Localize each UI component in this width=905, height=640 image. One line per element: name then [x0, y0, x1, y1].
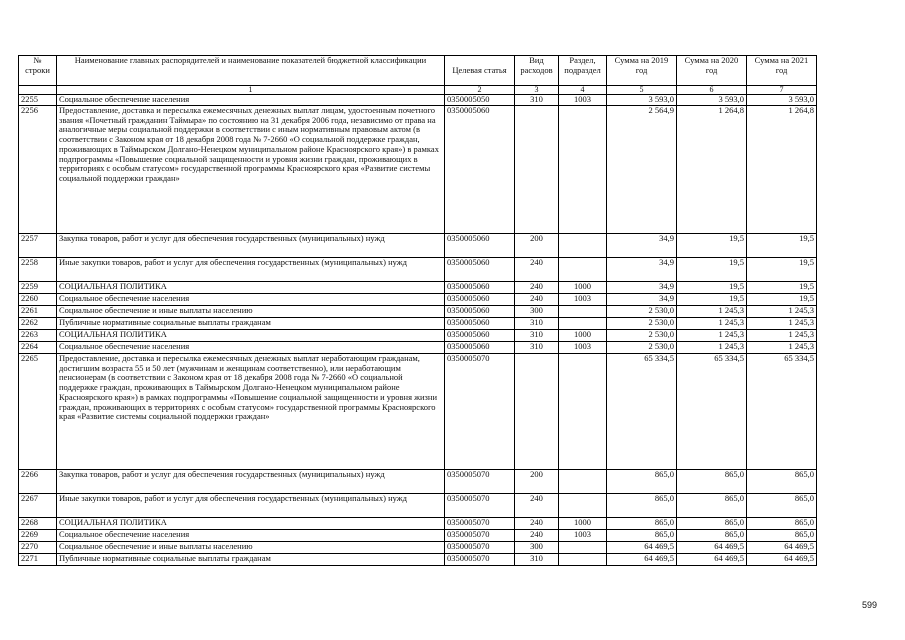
row-target-code: 0350005070: [445, 353, 515, 469]
page-number: 599: [862, 600, 878, 610]
row-number: 2263: [19, 329, 57, 341]
row-section: 1003: [559, 529, 607, 541]
row-sum-2021: 865,0: [747, 469, 817, 493]
row-name: Социальное обеспечение населения: [57, 341, 445, 353]
row-expense-type: 200: [515, 233, 559, 257]
row-number: 2257: [19, 233, 57, 257]
row-expense-type: [515, 353, 559, 469]
column-index: 7: [747, 86, 817, 95]
row-name: Социальное обеспечение и иные выплаты населению: [57, 541, 445, 553]
row-expense-type: 240: [515, 257, 559, 281]
row-target-code: 0350005060: [445, 329, 515, 341]
row-name: Закупка товаров, работ и услуг для обеспечения государственных (муниципальных) нужд: [57, 233, 445, 257]
header-sum-2019: Сумма на 2019 год: [607, 56, 677, 86]
row-sum-2020: 65 334,5: [677, 353, 747, 469]
row-section: [559, 469, 607, 493]
row-number: 2270: [19, 541, 57, 553]
column-index: 3: [515, 86, 559, 95]
row-target-code: 0350005060: [445, 105, 515, 233]
row-number: 2268: [19, 517, 57, 529]
row-name: Предоставление, доставка и пересылка ежемесячных денежных выплат неработающим гражданам, достигшим возраста 55 и 50 лет (мужчинам и женщинам соответственно), или неработающим пенсионерам (в соответствии с Законом края от 18 декабря 2008 года № 7-2660 «О социальной поддержке граждан, проживающих в Таймырском Долгано-Ненецком муниципальном районе Красноярского края») в рамках подпрограммы «Повышение социальной защищенности и уровня жизни граждан, проживающих в территориях с особым статусом» государственной программы Красноярского края «Развитие системы социальной поддержки граждан»: [57, 353, 445, 469]
table-row: [19, 341, 817, 353]
row-sum-2021: 1 245,3: [747, 341, 817, 353]
row-sum-2019: 3 593,0: [607, 95, 677, 106]
row-sum-2021: 865,0: [747, 493, 817, 517]
row-expense-type: 300: [515, 541, 559, 553]
row-sum-2021: 19,5: [747, 281, 817, 293]
row-number: 2267: [19, 493, 57, 517]
budget-table: [18, 55, 817, 566]
row-target-code: 0350005060: [445, 317, 515, 329]
row-expense-type: 310: [515, 341, 559, 353]
row-number: 2258: [19, 257, 57, 281]
column-index: 6: [677, 86, 747, 95]
row-sum-2021: 1 245,3: [747, 329, 817, 341]
row-sum-2020: 1 245,3: [677, 341, 747, 353]
row-section: [559, 541, 607, 553]
row-sum-2019: 865,0: [607, 517, 677, 529]
row-section: [559, 493, 607, 517]
row-sum-2019: 2 530,0: [607, 341, 677, 353]
row-sum-2019: 34,9: [607, 293, 677, 305]
row-name: Социальное обеспечение населения: [57, 95, 445, 106]
row-sum-2021: 1 245,3: [747, 317, 817, 329]
row-sum-2020: 19,5: [677, 293, 747, 305]
row-target-code: 0350005070: [445, 541, 515, 553]
row-sum-2021: 19,5: [747, 257, 817, 281]
row-number: 2259: [19, 281, 57, 293]
row-name: Социальное обеспечение и иные выплаты населению: [57, 305, 445, 317]
row-section: [559, 553, 607, 565]
table-row: [19, 541, 817, 553]
table-row: [19, 553, 817, 565]
header-sum-2021: Сумма на 2021 год: [747, 56, 817, 86]
row-expense-type: 200: [515, 469, 559, 493]
row-name: Публичные нормативные социальные выплаты гражданам: [57, 317, 445, 329]
row-name: Иные закупки товаров, работ и услуг для обеспечения государственных (муниципальных) нужд: [57, 257, 445, 281]
row-target-code: 0350005060: [445, 293, 515, 305]
row-sum-2020: 1 245,3: [677, 329, 747, 341]
row-number: 2266: [19, 469, 57, 493]
row-target-code: 0350005070: [445, 553, 515, 565]
row-section: [559, 317, 607, 329]
row-name: Социальное обеспечение населения: [57, 293, 445, 305]
row-sum-2019: 65 334,5: [607, 353, 677, 469]
header-sum-2020: Сумма на 2020 год: [677, 56, 747, 86]
table-row: [19, 95, 817, 106]
row-number: 2269: [19, 529, 57, 541]
row-sum-2020: 64 469,5: [677, 553, 747, 565]
row-name: СОЦИАЛЬНАЯ ПОЛИТИКА: [57, 329, 445, 341]
row-target-code: 0350005070: [445, 493, 515, 517]
row-target-code: 0350005050: [445, 95, 515, 106]
row-number: 2261: [19, 305, 57, 317]
table-row: [19, 529, 817, 541]
row-sum-2021: 64 469,5: [747, 553, 817, 565]
row-number: 2264: [19, 341, 57, 353]
column-index: 2: [445, 86, 515, 95]
row-name: Закупка товаров, работ и услуг для обеспечения государственных (муниципальных) нужд: [57, 469, 445, 493]
table-row: [19, 293, 817, 305]
row-sum-2019: 2 530,0: [607, 317, 677, 329]
column-index: [19, 86, 57, 95]
header-razd: Раздел, подраздел: [559, 56, 607, 86]
column-index: 5: [607, 86, 677, 95]
row-sum-2019: 34,9: [607, 281, 677, 293]
row-expense-type: 310: [515, 329, 559, 341]
row-sum-2020: 19,5: [677, 257, 747, 281]
table-row: [19, 469, 817, 493]
row-sum-2021: 64 469,5: [747, 541, 817, 553]
row-expense-type: 240: [515, 529, 559, 541]
table-row: [19, 281, 817, 293]
row-number: 2256: [19, 105, 57, 233]
row-sum-2021: 65 334,5: [747, 353, 817, 469]
row-sum-2019: 2 530,0: [607, 305, 677, 317]
row-sum-2020: 865,0: [677, 469, 747, 493]
row-expense-type: 240: [515, 493, 559, 517]
row-sum-2020: 865,0: [677, 517, 747, 529]
row-target-code: 0350005060: [445, 305, 515, 317]
header-name: Наименование главных распорядителей и наименование показателей бюджетной классификации: [57, 56, 445, 86]
table-row: [19, 329, 817, 341]
row-expense-type: 240: [515, 281, 559, 293]
row-target-code: 0350005060: [445, 341, 515, 353]
row-sum-2021: 19,5: [747, 293, 817, 305]
row-sum-2020: 64 469,5: [677, 541, 747, 553]
row-expense-type: 310: [515, 553, 559, 565]
table-row: [19, 493, 817, 517]
column-index: 4: [559, 86, 607, 95]
row-sum-2019: 64 469,5: [607, 553, 677, 565]
header-vid: Вид расходов: [515, 56, 559, 86]
row-expense-type: 300: [515, 305, 559, 317]
row-section: 1000: [559, 517, 607, 529]
row-number: 2260: [19, 293, 57, 305]
row-name: Иные закупки товаров, работ и услуг для обеспечения государственных (муниципальных) нужд: [57, 493, 445, 517]
row-expense-type: 310: [515, 95, 559, 106]
row-sum-2019: 64 469,5: [607, 541, 677, 553]
table-row: [19, 353, 817, 469]
row-expense-type: 240: [515, 293, 559, 305]
row-section: 1000: [559, 281, 607, 293]
row-expense-type: 240: [515, 517, 559, 529]
header-num: № строки: [19, 56, 57, 86]
row-expense-type: [515, 105, 559, 233]
row-sum-2019: 2 530,0: [607, 329, 677, 341]
row-expense-type: 310: [515, 317, 559, 329]
row-target-code: 0350005070: [445, 469, 515, 493]
row-section: [559, 105, 607, 233]
row-sum-2019: 865,0: [607, 493, 677, 517]
row-name: СОЦИАЛЬНАЯ ПОЛИТИКА: [57, 281, 445, 293]
row-section: [559, 305, 607, 317]
row-sum-2021: 1 264,8: [747, 105, 817, 233]
table-row: [19, 257, 817, 281]
column-index: 1: [57, 86, 445, 95]
row-sum-2019: 34,9: [607, 233, 677, 257]
table-row: [19, 317, 817, 329]
row-sum-2019: 865,0: [607, 529, 677, 541]
row-section: 1000: [559, 329, 607, 341]
row-target-code: 0350005060: [445, 281, 515, 293]
row-number: 2271: [19, 553, 57, 565]
header-code: Целевая статья: [445, 56, 515, 86]
row-sum-2021: 3 593,0: [747, 95, 817, 106]
table-row: [19, 105, 817, 233]
row-sum-2021: 1 245,3: [747, 305, 817, 317]
table-row: [19, 305, 817, 317]
table-header-row: [19, 56, 817, 86]
row-number: 2262: [19, 317, 57, 329]
row-sum-2020: 3 593,0: [677, 95, 747, 106]
row-target-code: 0350005060: [445, 257, 515, 281]
row-target-code: 0350005070: [445, 517, 515, 529]
row-number: 2255: [19, 95, 57, 106]
row-name: Социальное обеспечение населения: [57, 529, 445, 541]
row-section: 1003: [559, 341, 607, 353]
row-section: [559, 257, 607, 281]
table-row: [19, 517, 817, 529]
row-sum-2020: 1 264,8: [677, 105, 747, 233]
row-sum-2019: 34,9: [607, 257, 677, 281]
row-target-code: 0350005070: [445, 529, 515, 541]
row-section: [559, 233, 607, 257]
row-sum-2020: 865,0: [677, 493, 747, 517]
row-sum-2020: 865,0: [677, 529, 747, 541]
row-sum-2021: 865,0: [747, 529, 817, 541]
row-sum-2019: 2 564,9: [607, 105, 677, 233]
table-row: [19, 233, 817, 257]
row-name: Предоставление, доставка и пересылка ежемесячных денежных выплат лицам, удостоенным почетного звания «Почетный гражданин Таймыра» по состоянию на 31 декабря 2006 года, независимо от права на аналогичные меры социальной поддержки в соответствии с иным нормативным правовым актом (в соответствии с Законом края от 18 декабря 2008 года № 7-2660 «О социальной поддержке граждан, проживающих в Таймырском Долгано-Ненецком муниципальном районе Красноярского края») в рамках подпрограммы «Повышение социальной защищенности и уровня жизни граждан, проживающих в территориях с особым статусом» государственной программы Красноярского края «Развитие системы социальной поддержки граждан»: [57, 105, 445, 233]
document-page: [18, 55, 817, 566]
column-index-row: [19, 86, 817, 95]
row-target-code: 0350005060: [445, 233, 515, 257]
row-number: 2265: [19, 353, 57, 469]
row-sum-2020: 1 245,3: [677, 317, 747, 329]
row-sum-2021: 19,5: [747, 233, 817, 257]
row-sum-2021: 865,0: [747, 517, 817, 529]
row-name: СОЦИАЛЬНАЯ ПОЛИТИКА: [57, 517, 445, 529]
row-sum-2020: 1 245,3: [677, 305, 747, 317]
row-section: [559, 353, 607, 469]
row-name: Публичные нормативные социальные выплаты гражданам: [57, 553, 445, 565]
row-sum-2019: 865,0: [607, 469, 677, 493]
row-sum-2020: 19,5: [677, 281, 747, 293]
row-sum-2020: 19,5: [677, 233, 747, 257]
row-section: 1003: [559, 95, 607, 106]
row-section: 1003: [559, 293, 607, 305]
